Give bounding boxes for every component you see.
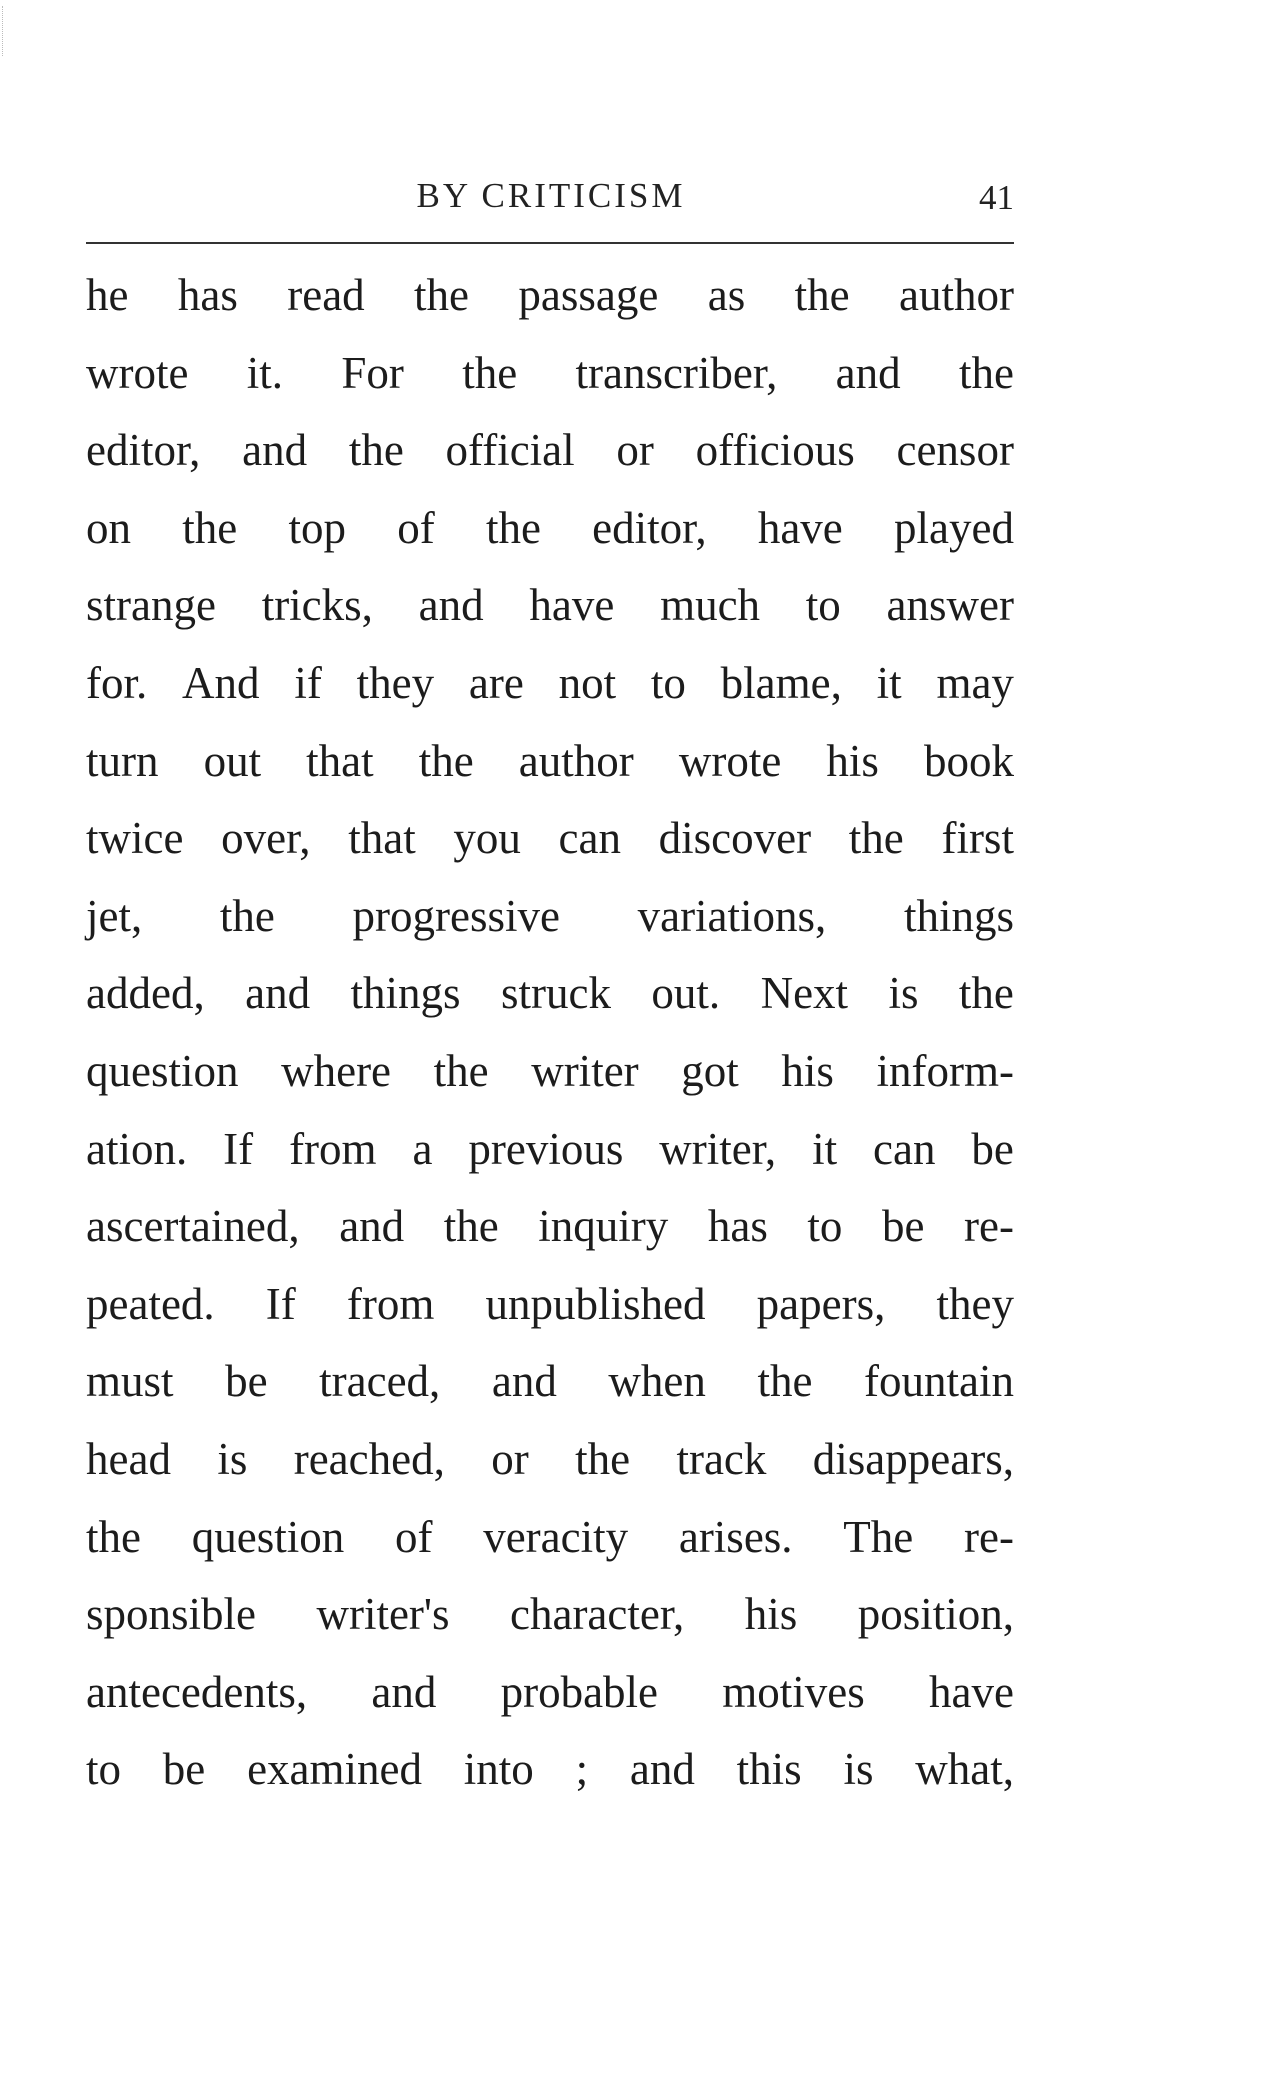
text-line	[86, 966, 1014, 1044]
text-line	[86, 1510, 1014, 1588]
word: Next	[760, 968, 849, 1019]
word: author	[898, 270, 1014, 320]
word: fountain	[864, 1356, 1014, 1407]
body-text	[86, 268, 1014, 1820]
word: and	[629, 1744, 695, 1795]
word: If	[223, 1123, 254, 1174]
word: For	[341, 347, 404, 398]
text-line	[86, 1199, 1014, 1277]
word: If	[265, 1278, 296, 1329]
word: read	[287, 270, 365, 320]
word: and	[245, 968, 311, 1019]
word: to	[650, 657, 686, 708]
text-line	[86, 423, 1014, 501]
word: and	[339, 1201, 405, 1252]
text-line	[86, 501, 1014, 579]
word: writer	[531, 1045, 639, 1096]
word: examined	[247, 1744, 422, 1795]
text-line	[86, 346, 1014, 424]
word: veracity	[483, 1511, 629, 1562]
word: to	[86, 1744, 122, 1795]
word: blame,	[720, 657, 842, 708]
word: disappears,	[812, 1433, 1014, 1484]
word: where	[281, 1045, 392, 1096]
word: peated.	[86, 1278, 215, 1329]
word: and	[835, 347, 901, 398]
word: writer's	[316, 1589, 450, 1640]
word: wrote	[86, 347, 189, 398]
word: and	[242, 425, 308, 476]
word: or	[616, 425, 654, 476]
word: the	[443, 1201, 499, 1252]
word: may	[936, 657, 1014, 708]
word: got	[681, 1045, 739, 1096]
word: first	[941, 813, 1014, 864]
text-line	[86, 1277, 1014, 1355]
word: wrote	[678, 735, 782, 786]
word: of	[397, 502, 435, 553]
word: be	[162, 1744, 206, 1795]
word: censor	[896, 425, 1014, 476]
word: head	[86, 1433, 171, 1484]
word: they	[936, 1278, 1014, 1329]
word: is	[888, 968, 919, 1019]
text-line	[86, 1432, 1014, 1510]
word: motives	[722, 1666, 865, 1717]
word: can	[558, 813, 621, 864]
word: officious	[695, 425, 855, 476]
word: ascertained,	[86, 1201, 300, 1252]
word: the	[757, 1356, 813, 1407]
text-line	[86, 1354, 1014, 1432]
word: played	[894, 502, 1014, 553]
word: arises.	[678, 1511, 793, 1562]
scan-margin-mark	[2, 6, 9, 56]
word: the	[348, 425, 404, 476]
word: he	[86, 270, 129, 320]
word: re-	[964, 1511, 1014, 1562]
word: previous	[468, 1123, 624, 1174]
word: track	[676, 1433, 767, 1484]
word: from	[289, 1123, 377, 1174]
page-number: 41	[979, 178, 1014, 217]
word: struck	[500, 968, 611, 1019]
word: is	[843, 1744, 874, 1795]
word: as	[707, 270, 746, 320]
word: the	[794, 270, 850, 320]
word: writer,	[659, 1123, 777, 1174]
text-line	[86, 268, 1014, 346]
word: ation.	[86, 1123, 188, 1174]
word: into	[463, 1744, 534, 1795]
word: inquiry	[538, 1201, 669, 1252]
word: things	[903, 890, 1014, 941]
word: out.	[651, 968, 721, 1019]
word: the	[418, 735, 474, 786]
word: reached,	[293, 1433, 445, 1484]
word: added,	[86, 968, 205, 1019]
word: papers,	[756, 1278, 886, 1329]
word: and	[418, 580, 484, 631]
word: variations,	[637, 890, 827, 941]
word: re-	[964, 1201, 1014, 1252]
word: inform-	[876, 1045, 1014, 1096]
word: turn	[86, 735, 159, 786]
word: is	[217, 1433, 248, 1484]
word: sponsible	[86, 1589, 257, 1640]
word: of	[394, 1511, 433, 1562]
word: have	[529, 580, 615, 631]
word: author	[518, 735, 634, 786]
word: position,	[857, 1589, 1014, 1640]
word: be	[881, 1201, 925, 1252]
word: and	[491, 1356, 557, 1407]
word: official	[445, 425, 575, 476]
word: it	[876, 657, 902, 708]
word: editor,	[592, 502, 707, 553]
word: traced,	[319, 1356, 441, 1407]
word: has	[177, 270, 238, 320]
text-line	[86, 656, 1014, 734]
word: and	[371, 1666, 437, 1717]
word: have	[757, 502, 843, 553]
word: editor,	[86, 425, 201, 476]
word: antecedents,	[86, 1666, 308, 1717]
text-line	[86, 1587, 1014, 1665]
word: the	[182, 502, 238, 553]
word: character,	[510, 1589, 685, 1640]
header-rule	[86, 242, 1014, 244]
text-line	[86, 1122, 1014, 1200]
text-line	[86, 1044, 1014, 1122]
word: answer	[886, 580, 1014, 631]
word: when	[608, 1356, 706, 1407]
word: for.	[86, 657, 148, 708]
word: much	[660, 580, 761, 631]
word: things	[350, 968, 461, 1019]
word: or	[491, 1433, 529, 1484]
word: passage	[518, 270, 659, 320]
word: not	[558, 657, 617, 708]
word: that	[306, 735, 374, 786]
word: if	[294, 657, 322, 708]
text-line	[86, 1742, 1014, 1820]
word: the	[414, 270, 470, 320]
word: it	[812, 1123, 838, 1174]
word: ;	[575, 1744, 589, 1795]
word: to	[805, 580, 841, 631]
word: to	[807, 1201, 843, 1252]
word: the	[958, 347, 1014, 398]
word: progressive	[352, 890, 560, 941]
word: And	[182, 657, 260, 708]
word: be	[225, 1356, 268, 1407]
word: tricks,	[261, 580, 373, 631]
word: this	[736, 1744, 802, 1795]
word: his	[781, 1045, 834, 1096]
word: top	[288, 502, 346, 553]
word: it.	[246, 347, 284, 398]
word: his	[744, 1589, 798, 1640]
word: the	[848, 813, 904, 864]
word: has	[707, 1201, 768, 1252]
word: be	[971, 1123, 1014, 1174]
word: discover	[658, 813, 812, 864]
word: the	[958, 968, 1014, 1019]
word: the	[86, 1511, 141, 1562]
word: unpublished	[485, 1278, 706, 1329]
word: twice	[86, 813, 184, 864]
word: the	[575, 1433, 631, 1484]
word: the	[219, 890, 275, 941]
text-line	[86, 1665, 1014, 1743]
word: can	[873, 1123, 936, 1174]
word: the	[485, 502, 541, 553]
running-title: BY CRITICISM	[416, 176, 686, 215]
word: strange	[86, 580, 216, 631]
text-line	[86, 889, 1014, 967]
text-line	[86, 734, 1014, 812]
word: question	[191, 1511, 345, 1562]
word: over,	[221, 813, 311, 864]
word: on	[86, 502, 131, 553]
word: the	[433, 1045, 489, 1096]
word: you	[453, 813, 521, 864]
word: what,	[915, 1744, 1014, 1795]
text-line	[86, 578, 1014, 656]
word: the	[462, 347, 518, 398]
running-head	[88, 176, 1014, 226]
word: a	[412, 1123, 433, 1174]
word: The	[843, 1511, 914, 1562]
word: must	[86, 1356, 174, 1407]
word: his	[826, 735, 879, 786]
word: transcriber,	[575, 347, 778, 398]
word: out	[203, 735, 262, 786]
word: they	[356, 657, 435, 708]
word: are	[468, 657, 524, 708]
text-line	[86, 811, 1014, 889]
word: question	[86, 1045, 239, 1096]
word: book	[923, 735, 1014, 786]
word: have	[929, 1666, 1014, 1717]
word: jet,	[86, 890, 143, 941]
word: from	[346, 1278, 435, 1329]
word: that	[348, 813, 416, 864]
word: probable	[500, 1666, 659, 1717]
